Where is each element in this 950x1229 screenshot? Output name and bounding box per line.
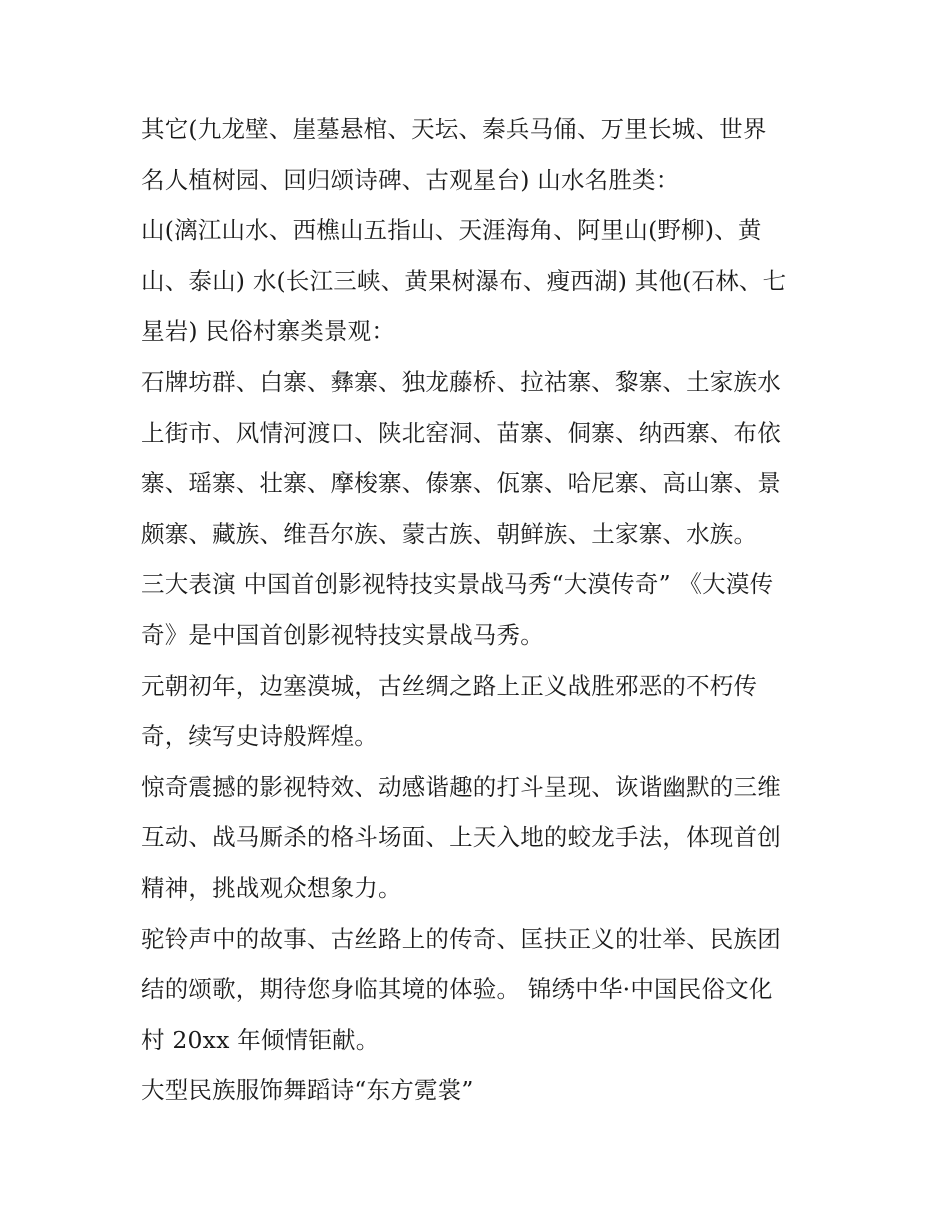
paragraph-folk-villages: 石牌坊群、白寨、彝寨、独龙藤桥、拉祜寨、黎寨、土家族水 上街市、风情河渡口、陕北窑洞、苗寨、侗寨、纳西寨、布依 寨、瑶寨、壮寨、摩梭寨、傣寨、佤寨、哈尼寨、高山寨、景 颇寨、藏族、维吾尔族、蒙古族、朝鲜族、土家寨、水族。 bbox=[141, 367, 781, 548]
paragraph-effects: 惊奇震撼的影视特效、动感谐趣的打斗呈现、诙谐幽默的三维 互动、战马厮杀的格斗场面、上天入地的蛟龙手法，体现首创 精神，挑战观众想象力。 bbox=[141, 772, 781, 902]
paragraph-three-shows: 三大表演 中国首创影视特技实景战马秀“大漠传奇” 《大漠传 奇》是中国首创影视特技实景战马秀。 bbox=[141, 570, 774, 649]
paragraph-yuan-dynasty: 元朝初年，边塞漠城，古丝绸之路上正义战胜邪恶的不朽传 奇，续写史诗般辉煌。 bbox=[141, 671, 758, 751]
paragraph-camel-bells: 驼铃声中的故事、古丝路上的传奇、匡扶正义的壮举、民族团 结的颂歌，期待您身临其境的体验。 锦绣中华·中国民俗文化 村 20xx 年倾情钜献。 bbox=[141, 924, 781, 1054]
document-body bbox=[141, 104, 817, 1116]
paragraph-dance-poem: 大型民族服饰舞蹈诗“东方霓裳” bbox=[141, 1076, 474, 1105]
paragraph-mountains-waters: 山(漓江山水、西樵山五指山、天涯海角、阿里山(野柳)、黄 山、泰山) 水(长江三峡、黄果树瀑布、瘦西湖) 其他(石林、七 星岩) 民俗村寨类景观： bbox=[141, 216, 787, 346]
paragraph-other-landmarks: 其它(九龙壁、崖墓悬棺、天坛、秦兵马俑、万里长城、世界 名人植树园、回归颂诗碑、古观星台) 山水名胜类： bbox=[141, 115, 767, 194]
